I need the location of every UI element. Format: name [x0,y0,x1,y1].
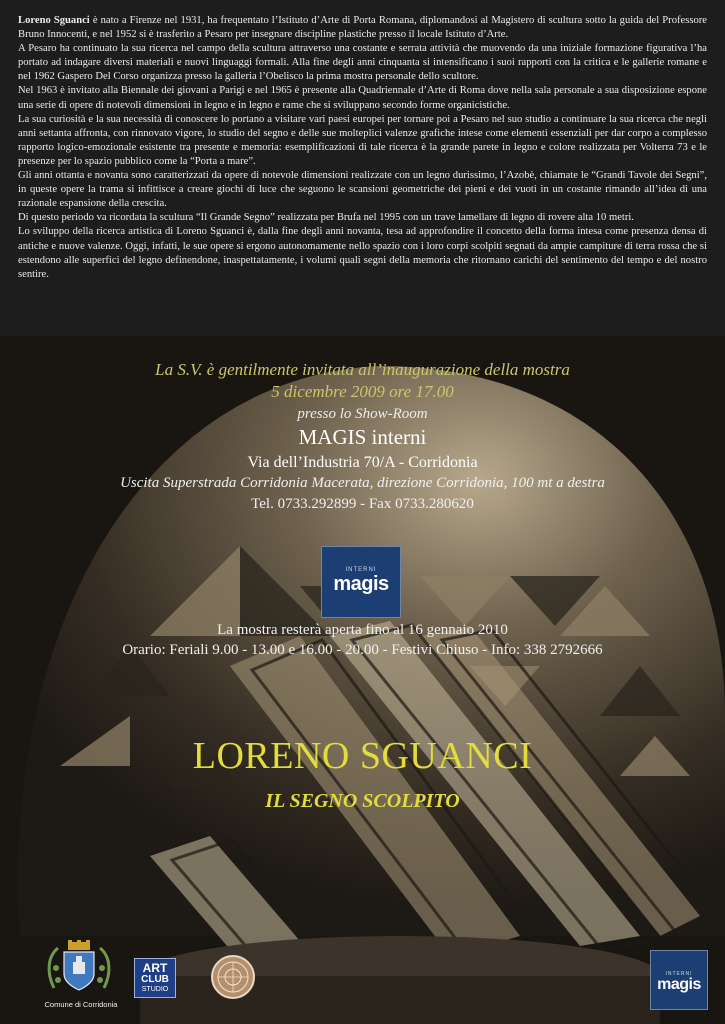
opening-hours: Orario: Feriali 9.00 - 13.00 e 16.00 - 20.00 - Festivi Chiuso - Info: 338 2792666 [122,642,603,658]
artclub-line-1: ART [142,961,168,975]
comune-label: Comune di Corridonia [44,1000,118,1009]
artclub-line-2: CLUB [141,974,169,985]
comune-crest-icon [44,938,114,998]
magis-corner-small-text: INTERNI [665,971,693,977]
contact-phone: Tel. 0733.292899 - Fax 0733.280620 [251,496,474,512]
magis-corner-word: magis [657,976,701,993]
biography-text [0,0,725,336]
magis-logo-small-text: INTERNI [345,567,377,573]
venue-name: MAGIS interni [298,425,427,449]
bio-paragraph: La sua curiosità e la sua necessità di conoscere lo portano a visitare vari paesi europei per tornare poi a Pesaro nel suo studio a continuare la sua ricerca che negli anni settanta affronta, con rinnovato vigore, lo studio del segno e delle sue molteplici valenze grafiche intese come elementi essenziali per dar corpo a complesso rapporto logico-emozionale esistente tra presente e memoria: esemplificazioni di tale ricerca è la grande parete in legno e colore realizzata per Volterra 73 e le presenze per lo spazio pubblico come la “Porta a mare”. [18,113,707,167]
magis-logo-corner [650,950,708,1010]
bio-paragraph: Di questo periodo va ricordata la scultura “Il Grande Segno” realizzata per Brufa nel 1995 con un trave lamellare di legno di rovere alta 10 metri. [18,212,634,224]
art-club-studio-logo [134,958,176,998]
venue-intro: presso lo Show-Room [297,406,428,422]
invitation-line: La S.V. è gentilmente invitata all’inaugurazione della mostra [155,360,570,379]
poster [0,336,725,1024]
bio-paragraph: Gli anni ottanta e novanta sono caratterizzati da opere di notevole dimensioni realizzate con un legno durissimo, l’Azobè, chiamate le “Grandi Tavole dei Segni”, in queste opere la trama si infittisce a creare giochi di luce che seguono le scansioni geometriche dei pieni e dei vuoti in un costante rimando all’idea di una razionale espansione della crescita. [18,170,707,210]
artist-name: LORENO SGUANCI [192,735,533,777]
venue-address: Via dell’Industria 70/A - Corridonia [247,454,478,471]
event-date: 5 dicembre 2009 ore 17.00 [271,382,454,401]
bio-paragraph: Loreno Sguanci è nato a Firenze nel 1931, ha frequentato l’Istituto d’Arte di Porta Romana, diplomandosi al Magistero di scultura sotto la guida del Professore Bruno Innocenti, e nel 1952 si è trasferito a Pesaro per insegnare discipline plastiche presso il locale Istituto d’Arte. [18,15,707,41]
bio-paragraph: A Pesaro ha continuato la sua ricerca nel campo della scultura attraverso una costante e serrata attività che muovendo da una iniziale formazione figurativa l’ha portato ad indagare diversi materiali e nuovi linguaggi formali. Alla fine degli anni cinquanta si intensificano i suoi rapporti con la critica e le gallerie romane e nel 1962 Gaspero Del Corso organizza presso la galleria l’Obelisco la prima mostra personale dello scultore. [18,43,707,83]
magis-logo [321,546,401,618]
bio-paragraph: Lo sviluppo della ricerca artistica di Loreno Sguanci è, dalla fine degli anni novanta, tesa ad approfondire il concetto della forma intesa come presenza densa di antiche e nuove valenze. Oggi, infatti, le sue opere si ergono autonomamente nello spazio con i loro corpi scolpiti segnati da ampie campiture di terra rossa che si estendono alle superfici del legno definendone, inaspettatamente, i volumi quali segni della memoria che ritornano carichi del sentimento del tempo e del nostro sentire. [18,226,707,280]
round-seal-icon [210,954,256,1000]
exhibition-title: IL SEGNO SCOLPITO [265,790,460,812]
directions-text: Uscita Superstrada Corridonia Macerata, direzione Corridonia, 100 mt a destra [120,475,605,491]
bio-paragraph: Nel 1963 è invitato alla Biennale dei giovani a Parigi e nel 1965 è presente alla Quadriennale d’Arte di Roma dove nella sala personale a sua disposizione espone una serie di opere di notevoli dimensioni in legno e in legno e rame che si sviluppano secondo forme organicistiche. [18,85,707,111]
exhibition-closing: La mostra resterà aperta fino al 16 gennaio 2010 [217,622,508,638]
magis-logo-word: magis [333,573,389,595]
bio-artist-name: Loreno Sguanci [18,15,90,26]
artclub-line-3: STUDIO [141,986,169,993]
